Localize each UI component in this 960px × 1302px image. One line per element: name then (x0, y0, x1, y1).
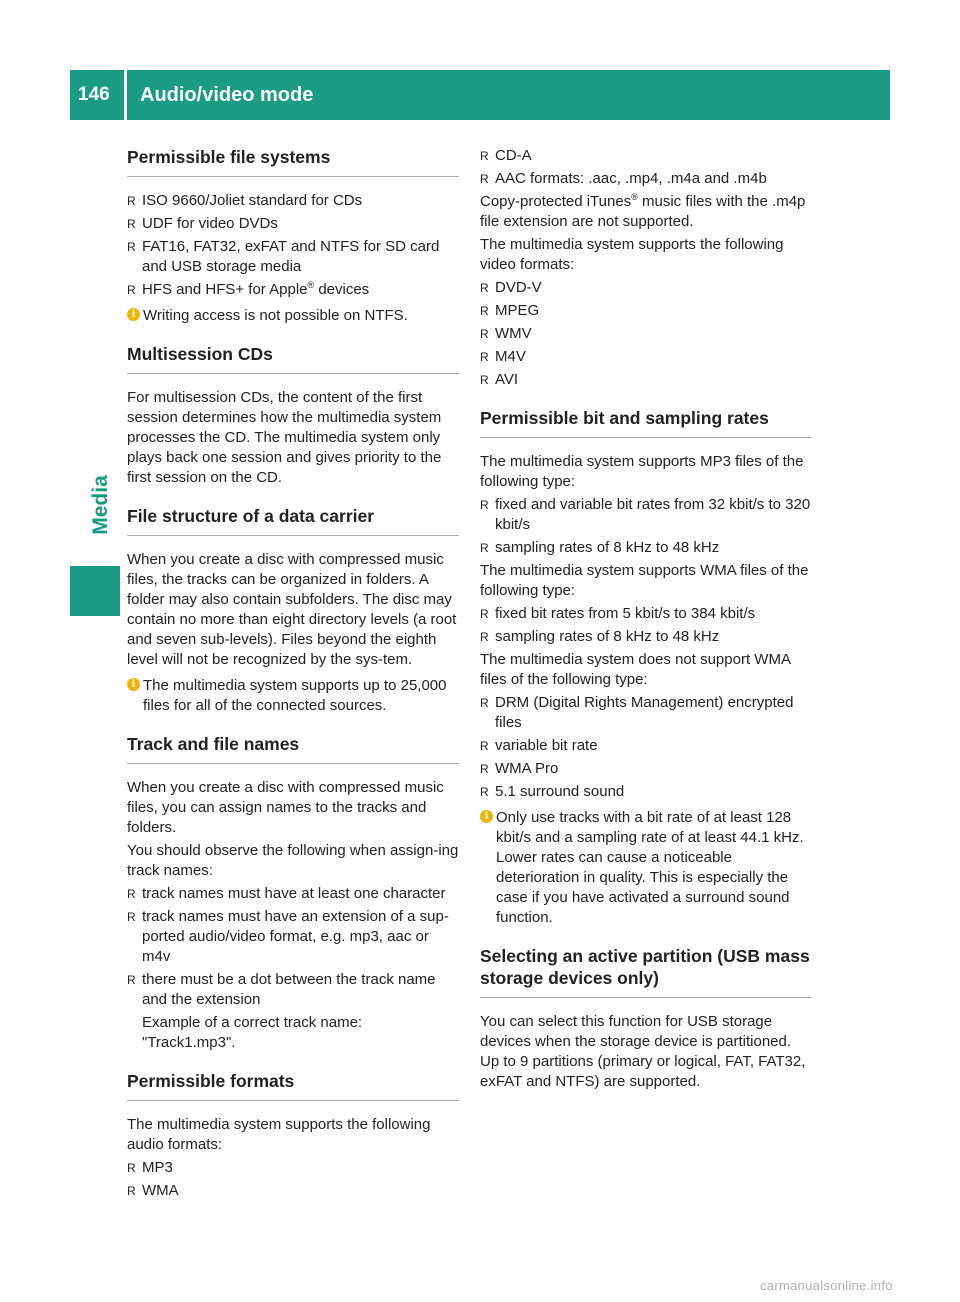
list-item (127, 280, 459, 300)
paragraph: For multisession CDs, the content of the first session determines how the multimedia system processes the CD. The multimedia system only plays back one session and gives priority to the first session on the CD. (127, 389, 442, 486)
heading-file-structure: File structure of a data carrier (127, 505, 459, 536)
paragraph: You should observe the following when assign-ing track names: (127, 842, 459, 879)
example-value: "Track1.mp3". (142, 1034, 236, 1051)
list-item: R fixed and variable bit rates from 32 kbit/s to 320 kbit/s (480, 495, 812, 535)
registered-mark: ® (307, 280, 315, 290)
heading-bit-rates: Permissible bit and sampling rates (480, 407, 812, 438)
list-item (127, 970, 459, 1053)
paragraph (480, 192, 812, 232)
audio-formats-list-continued (480, 146, 812, 189)
wma-list (480, 604, 812, 647)
list-item: R CD-A (480, 146, 812, 166)
video-formats-list (480, 278, 812, 390)
paragraph: The multimedia system does not support WMA files of the following type: (480, 651, 791, 688)
list-item: R M4V (480, 347, 812, 367)
itunes-text: Copy-protected iTunes (480, 193, 632, 210)
example-label: Example of a correct track name: (142, 1014, 363, 1031)
page-number: 146 (78, 84, 110, 105)
apple-text: HFS and HFS+ for Apple (142, 281, 308, 298)
list-item: R FAT16, FAT32, exFAT and NTFS for SD card and USB storage media (127, 237, 459, 277)
note-text: The multimedia system supports up to 25,000 files for all of the connected sources. (143, 677, 447, 714)
paragraph: The multimedia system supports the following video formats: (480, 236, 784, 273)
heading-multisession: Multisession CDs (127, 343, 459, 374)
list-item: R AAC formats: .aac, .mp4, .m4a and .m4b (480, 169, 812, 189)
wma-unsupported-list (480, 693, 812, 802)
heading-track-names: Track and file names (127, 733, 459, 764)
list-item: R ISO 9660/Joliet standard for CDs (127, 191, 459, 211)
list-item: R MPEG (480, 301, 812, 321)
heading-partition: Selecting an active partition (USB mass storage devices only) (480, 945, 812, 998)
paragraph: When you create a disc with compressed music files, the tracks can be organized in folders. A folder may also contain subfolders. The disc may contain no more than eight directory levels (a root and seven sub-levels). Files beyond the eighth level will not be recognized by the sys-tem. (127, 551, 457, 668)
side-tab-block (70, 566, 120, 616)
devices-text: devices (318, 281, 370, 298)
info-note (127, 676, 459, 716)
info-note (480, 808, 812, 928)
list-item-text: R there must be a dot between the track name and the extension (142, 971, 436, 1008)
info-icon: i (480, 810, 493, 823)
list-item: R track names must have an extension of a sup-ported audio/video format, e.g. mp3, aac or m4v (127, 907, 459, 967)
info-icon: i (127, 308, 140, 321)
paragraph: When you create a disc with compressed music files, you can assign names to the tracks and folders. (127, 779, 444, 836)
list-item: R DVD-V (480, 278, 812, 298)
note-text: Writing access is not possible on NTFS. (143, 307, 408, 324)
list-item: R MP3 (127, 1158, 459, 1178)
side-tab (86, 460, 116, 550)
itunes-text-rest: music files with the .m4p file extension are not supported. (480, 193, 806, 230)
heading-file-systems: Permissible file systems (127, 146, 459, 177)
paragraph: The multimedia system supports the following audio formats: (127, 1116, 431, 1153)
file-systems-list (127, 191, 459, 300)
list-item: R WMA (127, 1181, 459, 1201)
audio-formats-list (127, 1158, 459, 1201)
list-item: R fixed bit rates from 5 kbit/s to 384 kbit/s (480, 604, 812, 624)
list-item: R 5.1 surround sound (480, 782, 812, 802)
info-note (127, 306, 459, 326)
list-item: R track names must have at least one character (127, 884, 459, 904)
right-column (480, 146, 812, 1095)
list-item: R variable bit rate (480, 736, 812, 756)
list-item: R WMV (480, 324, 812, 344)
page-title: Audio/video mode (140, 84, 314, 106)
header-divider (124, 70, 127, 120)
list-item: R AVI (480, 370, 812, 390)
paragraph: You can select this function for USB storage devices when the storage device is partitioned. Up to 9 partitions (primary or logical, FAT, FAT32, exFAT and NTFS) are supported. (480, 1013, 806, 1090)
left-column (127, 146, 459, 1204)
mp3-list (480, 495, 812, 558)
side-tab-label: Media (89, 475, 113, 535)
list-item: R DRM (Digital Rights Management) encrypted files (480, 693, 812, 733)
paragraph: The multimedia system supports WMA files of the following type: (480, 562, 809, 599)
info-icon: i (127, 678, 140, 691)
footer-watermark: carmanualsonline.info (760, 1278, 893, 1293)
list-item: R sampling rates of 8 kHz to 48 kHz (480, 538, 812, 558)
track-names-list (127, 884, 459, 1053)
list-item: R UDF for video DVDs (127, 214, 459, 234)
paragraph: The multimedia system supports MP3 files of the following type: (480, 453, 804, 490)
note-text: Only use tracks with a bit rate of at least 128 kbit/s and a sampling rate of at least 44.1 kHz. Lower rates can cause a noticeable deterioration in quality. This is especially the case if you have activated a surround sound function. (496, 809, 804, 926)
heading-formats: Permissible formats (127, 1070, 459, 1101)
list-item: R WMA Pro (480, 759, 812, 779)
list-item: R sampling rates of 8 kHz to 48 kHz (480, 627, 812, 647)
registered-mark: ® (631, 192, 638, 202)
